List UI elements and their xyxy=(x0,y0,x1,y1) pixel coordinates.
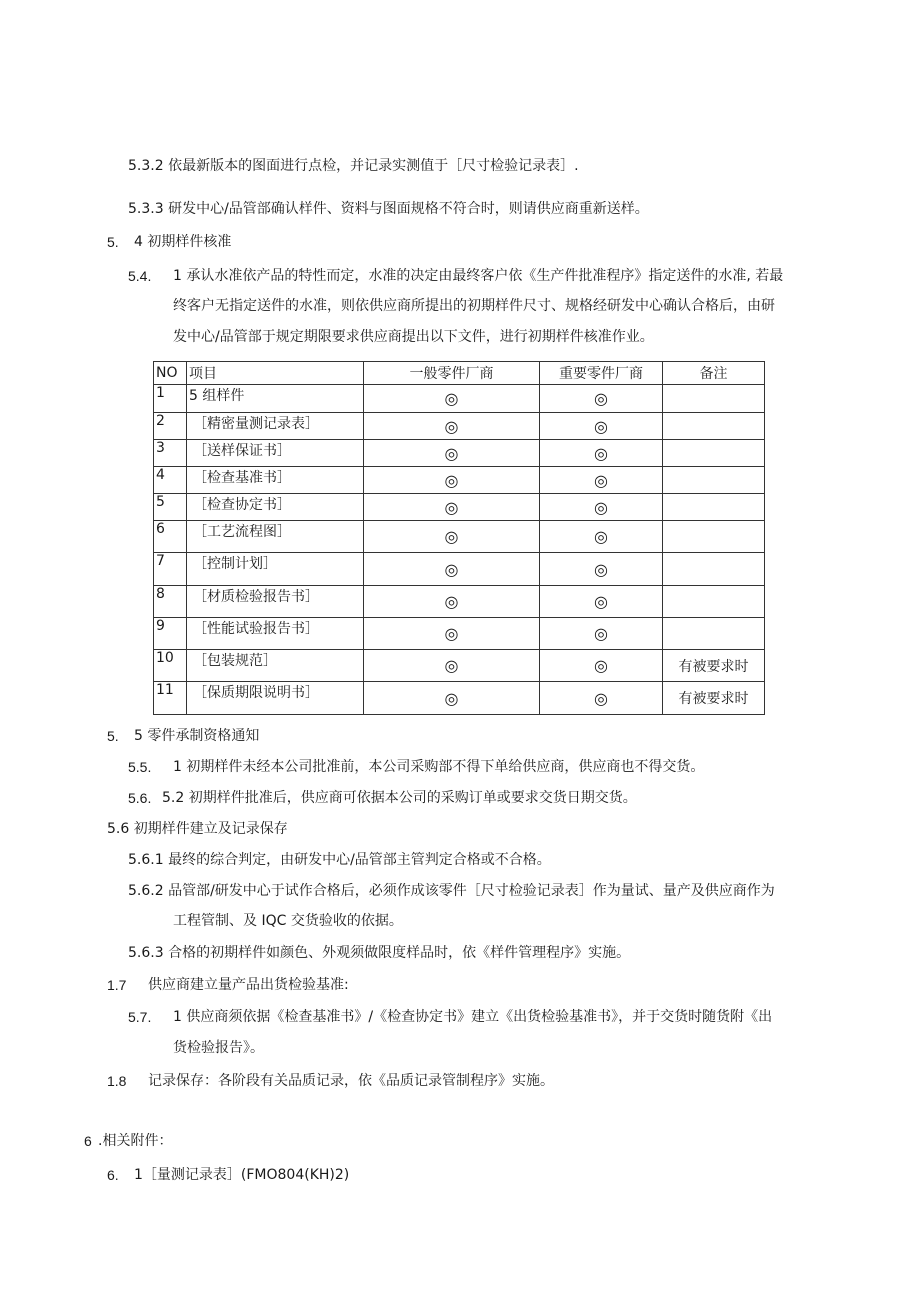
clause-5-3-2: 5.3.2 依最新版本的图面进行点检，并记录实测值于［尺寸检验记录表］. xyxy=(128,158,579,174)
row-note xyxy=(663,467,765,494)
row-no: 9 xyxy=(154,618,187,650)
general-mark: ◎ xyxy=(364,494,540,521)
row-note xyxy=(663,494,765,521)
clause-1-8-number: 1.8 xyxy=(107,1073,127,1089)
row-note xyxy=(663,413,765,440)
row-item: ［控制计划］ xyxy=(187,553,364,586)
clause-1-7-number: 1.7 xyxy=(107,977,127,993)
clause-5-5-2-number: 5.6. xyxy=(128,790,152,806)
row-item: ［检查协定书］ xyxy=(187,494,364,521)
table-row xyxy=(154,586,765,618)
clause-5-6-2-line1: 5.6.2 品管部/研发中心于试作合格后，必须作成该零件［尺寸检验记录表］作为量试、量产及供应商作为 xyxy=(128,883,775,899)
row-note xyxy=(663,521,765,553)
clause-5-6-heading: 5.6 初期样件建立及记录保存 xyxy=(107,821,288,837)
row-no: 6 xyxy=(154,521,187,553)
row-no: 4 xyxy=(154,467,187,494)
clause-5-7-1-line2: 货检验报告》。 xyxy=(173,1040,264,1056)
clause-5-4-1-line2: 终客户无指定送件的水准，则依供应商所提出的初期样件尺寸、规格经研发中心确认合格后，由研 xyxy=(173,298,775,314)
table-header-row xyxy=(154,362,765,385)
table-row xyxy=(154,385,765,413)
header-note: 备注 xyxy=(663,362,765,385)
row-note xyxy=(663,440,765,467)
row-note: 有被要求时 xyxy=(663,682,765,715)
row-item: 5 组样件 xyxy=(187,385,364,413)
general-mark: ◎ xyxy=(364,618,540,650)
section-6-number: 6 xyxy=(84,1133,92,1149)
table-row xyxy=(154,413,765,440)
general-mark: ◎ xyxy=(364,682,540,715)
general-mark: ◎ xyxy=(364,440,540,467)
row-note xyxy=(663,586,765,618)
row-no: 7 xyxy=(154,553,187,586)
clause-5-6-2-line2: 工程管制、及 IQC 交货验收的依据。 xyxy=(173,913,403,929)
row-item: ［性能试验报告书］ xyxy=(187,618,364,650)
clause-5-5-heading: 5 零件承制资格通知 xyxy=(134,728,260,744)
row-note xyxy=(663,385,765,413)
row-item: ［精密量测记录表］ xyxy=(187,413,364,440)
clause-5-5-1-number: 5.5. xyxy=(128,759,152,775)
row-no: 8 xyxy=(154,586,187,618)
table-row xyxy=(154,618,765,650)
table-row xyxy=(154,440,765,467)
important-mark: ◎ xyxy=(540,586,663,618)
important-mark: ◎ xyxy=(540,618,663,650)
important-mark: ◎ xyxy=(540,440,663,467)
clause-5-4-1-line3: 发中心/品管部于规定期限要求供应商提出以下文件，进行初期样件核准作业。 xyxy=(173,329,654,345)
table-row xyxy=(154,521,765,553)
header-general-supplier: 一般零件厂商 xyxy=(364,362,540,385)
table-row xyxy=(154,553,765,586)
general-mark: ◎ xyxy=(364,586,540,618)
header-item: 项目 xyxy=(187,362,364,385)
general-mark: ◎ xyxy=(364,521,540,553)
row-no: 2 xyxy=(154,413,187,440)
row-no: 1 xyxy=(154,385,187,413)
general-mark: ◎ xyxy=(364,413,540,440)
row-item: ［材质检验报告书］ xyxy=(187,586,364,618)
general-mark: ◎ xyxy=(364,467,540,494)
clause-5-4-heading: 4 初期样件核准 xyxy=(134,234,232,250)
clause-1-8-text: 记录保存：各阶段有关品质记录，依《品质记录管制程序》实施。 xyxy=(148,1073,554,1089)
important-mark: ◎ xyxy=(540,494,663,521)
important-mark: ◎ xyxy=(540,553,663,586)
row-item: ［保质期限说明书］ xyxy=(187,682,364,715)
important-mark: ◎ xyxy=(540,467,663,494)
row-item: ［工艺流程图］ xyxy=(187,521,364,553)
general-mark: ◎ xyxy=(364,553,540,586)
important-mark: ◎ xyxy=(540,413,663,440)
attachment-6-1-text: 1［量测记录表］(FMO804(KH)2) xyxy=(134,1167,350,1183)
general-mark: ◎ xyxy=(364,385,540,413)
clause-5-7-1-number: 5.7. xyxy=(128,1009,152,1025)
table-row xyxy=(154,650,765,682)
clause-5-4-1-line1: 1 承认水准依产品的特性而定，水准的决定由最终客户依《生产件批准程序》指定送件的水准, 若最 xyxy=(173,268,784,284)
important-mark: ◎ xyxy=(540,682,663,715)
row-item: ［包装规范］ xyxy=(187,650,364,682)
row-no: 3 xyxy=(154,440,187,467)
row-note: 有被要求时 xyxy=(663,650,765,682)
sample-documents-table xyxy=(153,361,765,715)
clause-5-3-3: 5.3.3 研发中心/品管部确认样件、资料与图面规格不符合时，则请供应商重新送样。 xyxy=(128,201,649,217)
clause-5-4-1-number: 5.4. xyxy=(128,268,152,284)
attachment-6-1-number: 6. xyxy=(107,1167,119,1183)
general-mark: ◎ xyxy=(364,650,540,682)
header-no: NO xyxy=(154,362,187,385)
row-no: 11 xyxy=(154,682,187,715)
clause-5-6-1: 5.6.1 最终的综合判定，由研发中心/品管部主管判定合格或不合格。 xyxy=(128,852,551,868)
row-no: 10 xyxy=(154,650,187,682)
table-row xyxy=(154,682,765,715)
row-no: 5 xyxy=(154,494,187,521)
clause-1-7-text: 供应商建立量产品出货检验基准: xyxy=(148,977,349,993)
header-important-supplier: 重要零件厂商 xyxy=(540,362,663,385)
clause-5-5-number: 5. xyxy=(107,728,119,744)
table-row xyxy=(154,494,765,521)
section-6-heading: .相关附件： xyxy=(98,1133,173,1149)
important-mark: ◎ xyxy=(540,650,663,682)
important-mark: ◎ xyxy=(540,385,663,413)
clause-5-5-2-text: 5.2 初期样件批准后，供应商可依据本公司的采购订单或要求交货日期交货。 xyxy=(162,790,637,806)
row-note xyxy=(663,618,765,650)
table-row xyxy=(154,467,765,494)
clause-5-4-number: 5. xyxy=(107,234,119,250)
clause-5-6-3: 5.6.3 合格的初期样件如颜色、外观须做限度样品时，依《样件管理程序》实施。 xyxy=(128,945,631,961)
row-item: ［送样保证书］ xyxy=(187,440,364,467)
clause-5-5-1-text: 1 初期样件未经本公司批准前，本公司采购部不得下单给供应商，供应商也不得交货。 xyxy=(173,759,705,775)
row-item: ［检查基准书］ xyxy=(187,467,364,494)
clause-5-7-1-line1: 1 供应商须依据《检查基准书》/《检查协定书》建立《出货检验基准书》，并于交货时随货附《出 xyxy=(173,1009,773,1025)
row-note xyxy=(663,553,765,586)
important-mark: ◎ xyxy=(540,521,663,553)
